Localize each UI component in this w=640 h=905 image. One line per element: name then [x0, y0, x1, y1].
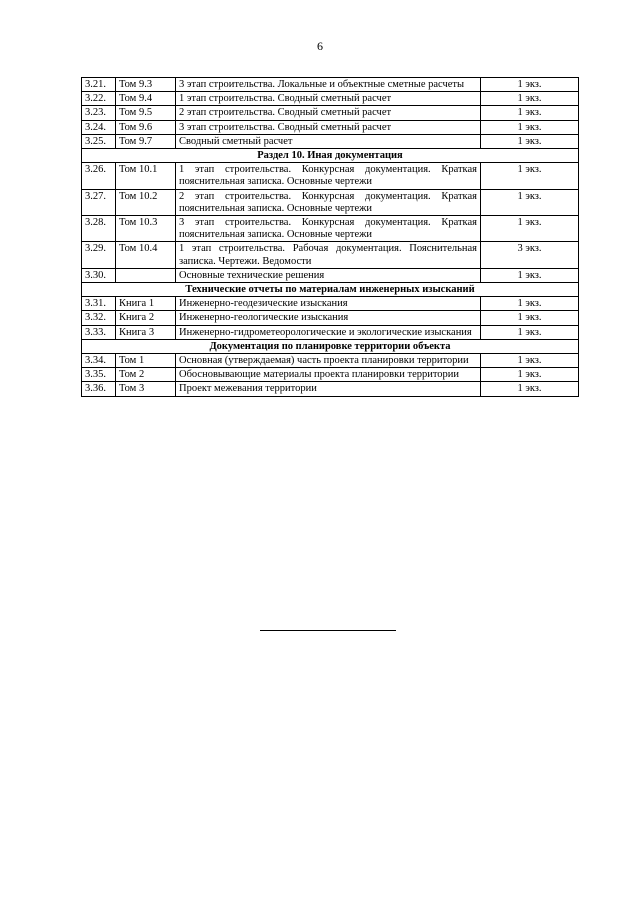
- document-title: 2 этап строительства. Сводный сметный расчет: [176, 106, 481, 120]
- item-number: 3.36.: [82, 382, 116, 396]
- volume-label: Книга 2: [116, 311, 176, 325]
- table-row: [82, 78, 579, 92]
- table-row: [82, 163, 579, 189]
- item-number: 3.22.: [82, 92, 116, 106]
- section-header-row: [82, 283, 579, 297]
- document-title: Основная (утверждаемая) часть проекта планировки территории: [176, 354, 481, 368]
- copies-count: 1 экз.: [481, 78, 579, 92]
- volume-label: Том 1: [116, 354, 176, 368]
- item-number: 3.21.: [82, 78, 116, 92]
- volume-label: Том 10.1: [116, 163, 176, 189]
- volume-label: Том 10.4: [116, 242, 176, 268]
- item-number: 3.31.: [82, 297, 116, 311]
- table-row: [82, 311, 579, 325]
- volume-label: Книга 3: [116, 325, 176, 339]
- item-number: 3.26.: [82, 163, 116, 189]
- item-number: 3.34.: [82, 354, 116, 368]
- copies-count: 1 экз.: [481, 120, 579, 134]
- table-row: [82, 120, 579, 134]
- table-row: [82, 325, 579, 339]
- document-title: 3 этап строительства. Сводный сметный расчет: [176, 120, 481, 134]
- document-title: Основные технические решения: [176, 268, 481, 282]
- volume-label: Том 9.7: [116, 134, 176, 148]
- document-list-table: [81, 77, 579, 397]
- document-title: 3 этап строительства. Конкурсная документация. Краткая пояснительная записка. Основные чертежи: [176, 216, 481, 242]
- document-title: 1 этап строительства. Сводный сметный расчет: [176, 92, 481, 106]
- document-title: 1 этап строительства. Конкурсная документация. Краткая пояснительная записка. Основные чертежи: [176, 163, 481, 189]
- table-row: [82, 297, 579, 311]
- table-row: [82, 92, 579, 106]
- document-title: 3 этап строительства. Локальные и объектные сметные расчеты: [176, 78, 481, 92]
- document-title: 2 этап строительства. Конкурсная документация. Краткая пояснительная записка. Основные чертежи: [176, 189, 481, 215]
- item-number: 3.30.: [82, 268, 116, 282]
- volume-label: Том 9.4: [116, 92, 176, 106]
- document-title: 1 этап строительства. Рабочая документация. Пояснительная записка. Чертежи. Ведомости: [176, 242, 481, 268]
- volume-label: [116, 268, 176, 282]
- volume-label: Том 9.3: [116, 78, 176, 92]
- section-title: Технические отчеты по материалам инженерных изысканий: [82, 283, 579, 297]
- table-row: [82, 382, 579, 396]
- page-number: 6: [317, 39, 323, 53]
- item-number: 3.24.: [82, 120, 116, 134]
- copies-count: 1 экз.: [481, 163, 579, 189]
- volume-label: Том 10.2: [116, 189, 176, 215]
- section-title: Документация по планировке территории объекта: [82, 339, 579, 353]
- copies-count: 1 экз.: [481, 382, 579, 396]
- copies-count: 1 экз.: [481, 325, 579, 339]
- copies-count: 1 экз.: [481, 134, 579, 148]
- table-row: [82, 268, 579, 282]
- copies-count: 1 экз.: [481, 106, 579, 120]
- item-number: 3.23.: [82, 106, 116, 120]
- document-title: Обосновывающие материалы проекта планировки территории: [176, 368, 481, 382]
- copies-count: 1 экз.: [481, 216, 579, 242]
- document-list-body: [82, 78, 579, 397]
- item-number: 3.25.: [82, 134, 116, 148]
- table-row: [82, 189, 579, 215]
- document-title: Инженерно-геодезические изыскания: [176, 297, 481, 311]
- document-title: Сводный сметный расчет: [176, 134, 481, 148]
- item-number: 3.35.: [82, 368, 116, 382]
- table-row: [82, 242, 579, 268]
- copies-count: 1 экз.: [481, 268, 579, 282]
- section-title: Раздел 10. Иная документация: [82, 149, 579, 163]
- end-separator-line: [260, 630, 396, 631]
- volume-label: Том 3: [116, 382, 176, 396]
- table-row: [82, 134, 579, 148]
- table-row: [82, 216, 579, 242]
- item-number: 3.27.: [82, 189, 116, 215]
- volume-label: Том 9.5: [116, 106, 176, 120]
- copies-count: 1 экз.: [481, 368, 579, 382]
- item-number: 3.28.: [82, 216, 116, 242]
- section-header-row: [82, 339, 579, 353]
- volume-label: Том 10.3: [116, 216, 176, 242]
- volume-label: Том 2: [116, 368, 176, 382]
- copies-count: 1 экз.: [481, 92, 579, 106]
- item-number: 3.32.: [82, 311, 116, 325]
- volume-label: Книга 1: [116, 297, 176, 311]
- item-number: 3.29.: [82, 242, 116, 268]
- section-header-row: [82, 149, 579, 163]
- copies-count: 1 экз.: [481, 189, 579, 215]
- document-title: Проект межевания территории: [176, 382, 481, 396]
- document-title: Инженерно-гидрометеорологические и экологические изыскания: [176, 325, 481, 339]
- table-row: [82, 368, 579, 382]
- document-title: Инженерно-геологические изыскания: [176, 311, 481, 325]
- copies-count: 1 экз.: [481, 311, 579, 325]
- item-number: 3.33.: [82, 325, 116, 339]
- copies-count: 1 экз.: [481, 297, 579, 311]
- table-row: [82, 106, 579, 120]
- copies-count: 1 экз.: [481, 354, 579, 368]
- table-row: [82, 354, 579, 368]
- volume-label: Том 9.6: [116, 120, 176, 134]
- copies-count: 3 экз.: [481, 242, 579, 268]
